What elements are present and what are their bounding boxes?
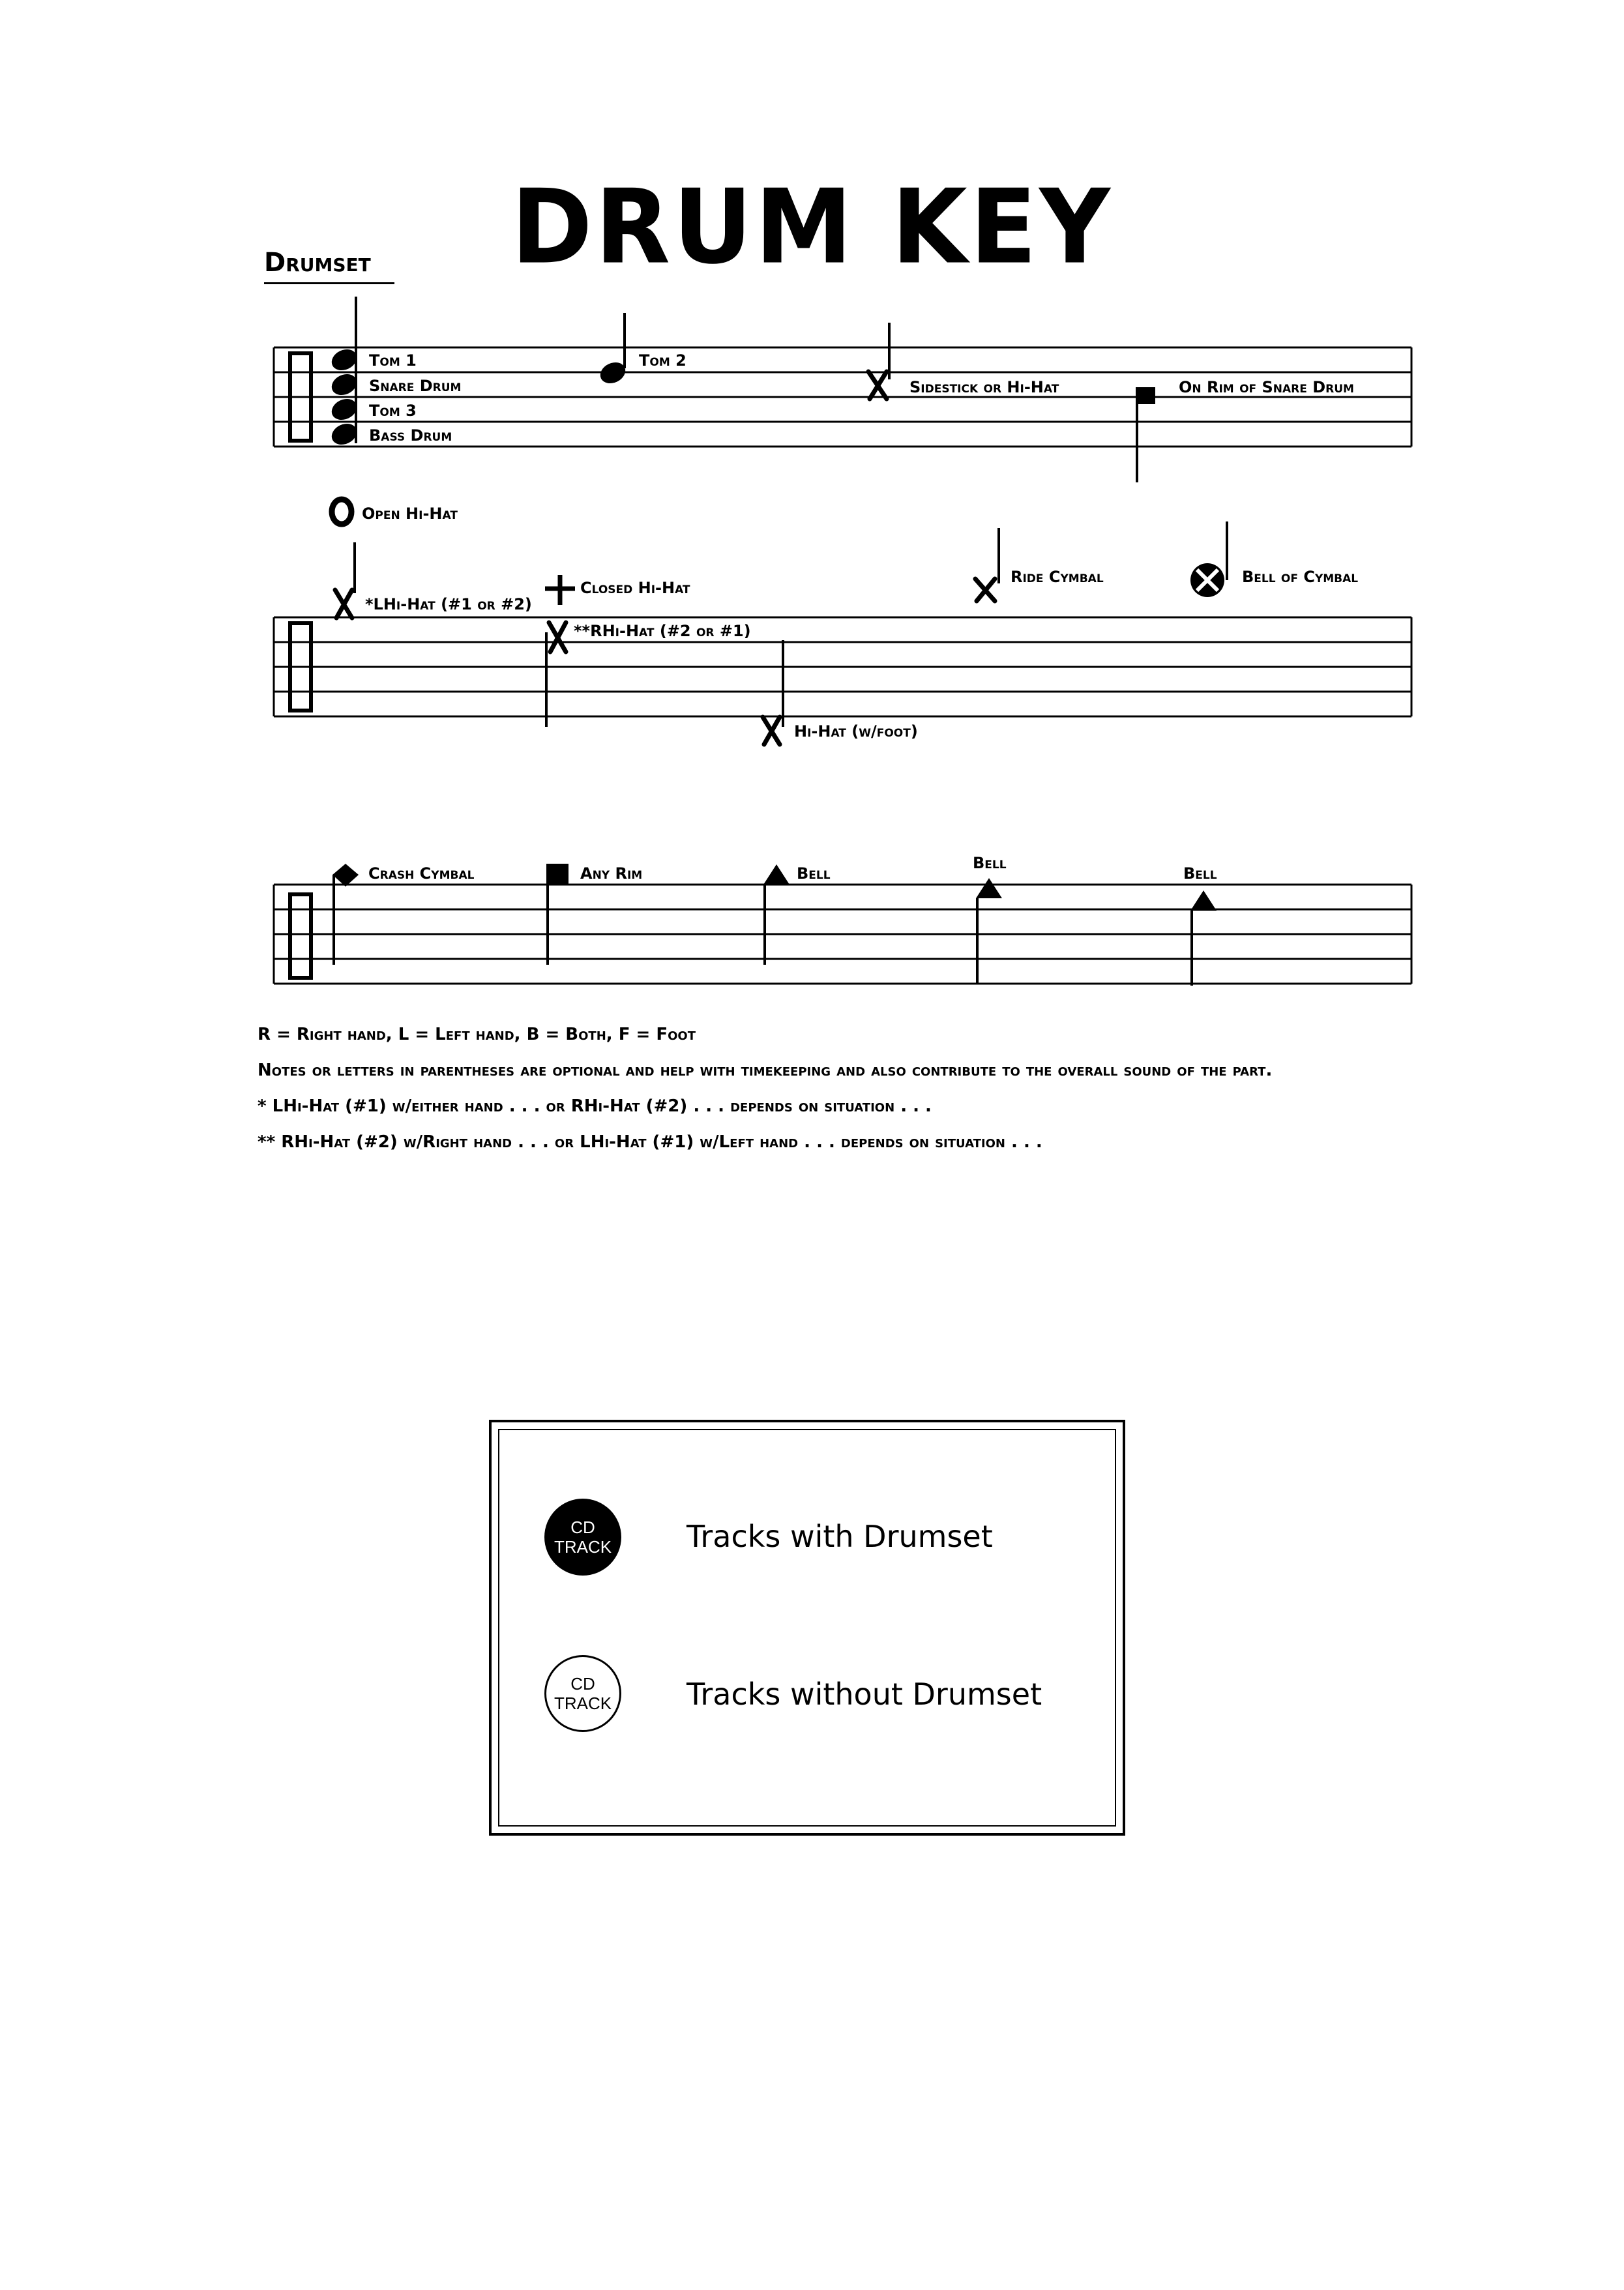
footnote-line: Notes or letters in parentheses are optional and help with timekeeping and also contribute to the overall sound of the part. xyxy=(258,1061,1273,1080)
drum-notation xyxy=(0,0,1624,1017)
tom1-label: Tom 1 xyxy=(369,351,417,370)
footnote-line: R = Right hand, L = Left hand, B = Both, F = Foot xyxy=(258,1025,696,1044)
tom3-label: Tom 3 xyxy=(369,402,417,420)
rim-snare-label: On Rim of Snare Drum xyxy=(1179,378,1354,396)
hihat-foot-label: Hi-Hat (w/foot) xyxy=(794,722,918,741)
bell1-label: Bell xyxy=(797,864,831,883)
footnote-line: ** RHi-Hat (#2) w/Right hand . . . or LHi-Hat (#1) w/Left hand . . . depends on situation . . . xyxy=(258,1132,1042,1152)
bell-triangle-icon xyxy=(763,864,790,885)
percussion-clef xyxy=(290,894,311,978)
bell-triangle-icon xyxy=(1190,890,1217,911)
ride-label: Ride Cymbal xyxy=(1011,568,1104,586)
staff-2 xyxy=(274,617,1411,716)
rhihat-x-icon xyxy=(549,623,566,652)
bass-label: Bass Drum xyxy=(369,426,452,445)
diamond-icon xyxy=(332,864,359,887)
closed-hihat-label: Closed Hi-Hat xyxy=(580,579,690,597)
any-rim-square-icon xyxy=(546,864,568,885)
legend-inner-frame xyxy=(498,1429,1116,1827)
footnotes xyxy=(258,1017,1496,1160)
footnote-line: * LHi-Hat (#1) w/either hand . . . or RHi-Hat (#2) . . . depends on situation . . . xyxy=(258,1096,932,1116)
bell-triangle-icon xyxy=(976,878,1002,898)
bell3-label: Bell xyxy=(1183,864,1217,883)
sidestick-x-icon xyxy=(868,372,887,399)
staff-3 xyxy=(274,885,1411,984)
sidestick-label: Sidestick or Hi-Hat xyxy=(909,378,1059,396)
tom2-label: Tom 2 xyxy=(639,351,687,370)
foot-hihat-x-icon xyxy=(763,717,780,744)
plus-icon xyxy=(545,575,575,605)
snare-label: Snare Drum xyxy=(369,377,462,395)
cd-track-legend xyxy=(489,1420,1125,1836)
tracks-with-drumset-label: Tracks with Drumset xyxy=(687,1519,993,1554)
any-rim-label: Any Rim xyxy=(580,864,643,883)
rim-square-icon xyxy=(1136,387,1155,404)
bell2-label: Bell xyxy=(973,854,1007,872)
open-hihat-label: Open Hi-Hat xyxy=(362,505,458,523)
section-heading: Drumset xyxy=(264,248,371,278)
lhihat-x-icon xyxy=(335,590,352,618)
ride-x-icon xyxy=(975,579,995,601)
rhihat-label: **RHi-Hat (#2 or #1) xyxy=(574,622,751,640)
tracks-without-drumset-label: Tracks without Drumset xyxy=(687,1677,1042,1712)
cd-track-filled-icon: CD TRACK xyxy=(544,1499,621,1576)
open-circle-icon xyxy=(332,499,351,524)
lhihat-label: *LHi-Hat (#1 or #2) xyxy=(365,595,532,613)
bell-cymbal-label: Bell of Cymbal xyxy=(1242,568,1359,586)
cd-track-outline-icon: CD TRACK xyxy=(544,1655,621,1732)
page-title: DRUM KEY xyxy=(511,168,1113,287)
bell-cymbal-icon xyxy=(1190,563,1224,597)
crash-label: Crash Cymbal xyxy=(368,864,475,883)
